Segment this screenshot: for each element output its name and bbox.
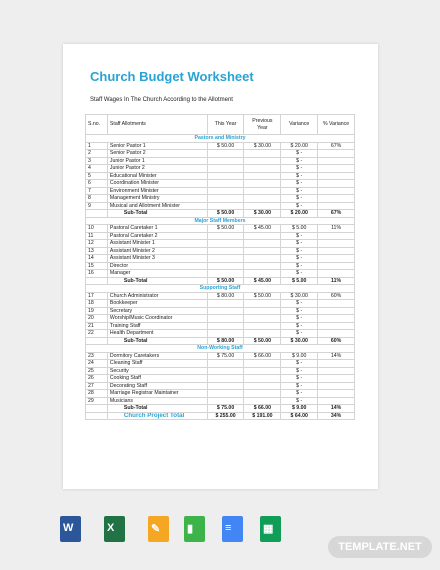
cell-previous-year bbox=[244, 150, 281, 158]
cell-pct-variance bbox=[318, 255, 355, 263]
cell-previous-year bbox=[244, 157, 281, 165]
budget-table bbox=[85, 114, 355, 420]
cell-allotment: Senior Pastor 1 bbox=[107, 142, 207, 150]
cell-this-year bbox=[207, 195, 244, 203]
cell-this-year: $ 50.00 bbox=[207, 142, 244, 150]
cell-pct-variance: 14% bbox=[318, 352, 355, 360]
cell-sno: 11 bbox=[86, 232, 108, 240]
cell-this-year bbox=[207, 187, 244, 195]
cell-variance: $ - bbox=[281, 172, 318, 180]
subtotal-row bbox=[86, 337, 355, 345]
cell-variance: $ - bbox=[281, 150, 318, 158]
cell-this-year bbox=[207, 300, 244, 308]
table-row bbox=[86, 172, 355, 180]
cell-pct-variance bbox=[318, 300, 355, 308]
cell-variance: $ - bbox=[281, 307, 318, 315]
cell-variance: $ - bbox=[281, 375, 318, 383]
cell-previous-year bbox=[244, 322, 281, 330]
cell-variance: $ - bbox=[281, 270, 318, 278]
cell-sno: 19 bbox=[86, 307, 108, 315]
table-row bbox=[86, 232, 355, 240]
cell-sno: 8 bbox=[86, 195, 108, 203]
cell-allotment: Secretary bbox=[107, 307, 207, 315]
cell-previous-year bbox=[244, 202, 281, 210]
cell-this-year: $ 75.00 bbox=[207, 405, 244, 413]
subtotal-row bbox=[86, 277, 355, 285]
cell-sno: 3 bbox=[86, 157, 108, 165]
google-docs-icon-glyph: ≡ bbox=[225, 522, 232, 534]
table-row bbox=[86, 195, 355, 203]
cell-previous-year: $ 191.00 bbox=[244, 412, 281, 420]
cell-this-year: $ 50.00 bbox=[207, 225, 244, 233]
cell-pct-variance bbox=[318, 195, 355, 203]
section-title: Supporting Staff bbox=[86, 285, 355, 293]
table-row bbox=[86, 330, 355, 338]
cell-pct-variance: 14% bbox=[318, 405, 355, 413]
section-header-row bbox=[86, 217, 355, 225]
cell-allotment: Coordination Minister bbox=[107, 180, 207, 188]
cell-sno: 6 bbox=[86, 180, 108, 188]
cell-sno bbox=[86, 210, 108, 218]
cell-allotment: Sub-Total bbox=[107, 405, 207, 413]
cell-variance: $ - bbox=[281, 300, 318, 308]
cell-this-year bbox=[207, 315, 244, 323]
table-row bbox=[86, 247, 355, 255]
cell-allotment: Environment Minister bbox=[107, 187, 207, 195]
cell-previous-year bbox=[244, 390, 281, 398]
cell-sno: 28 bbox=[86, 390, 108, 398]
cell-sno: 15 bbox=[86, 262, 108, 270]
cell-sno: 26 bbox=[86, 375, 108, 383]
table-row bbox=[86, 240, 355, 248]
section-title: Non-Working Staff bbox=[86, 345, 355, 353]
cell-this-year bbox=[207, 262, 244, 270]
table-row bbox=[86, 382, 355, 390]
cell-variance: $ - bbox=[281, 240, 318, 248]
cell-pct-variance bbox=[318, 307, 355, 315]
cell-variance: $ - bbox=[281, 315, 318, 323]
cell-allotment: Assistant Minister 3 bbox=[107, 255, 207, 263]
cell-this-year bbox=[207, 157, 244, 165]
cell-previous-year: $ 45.00 bbox=[244, 277, 281, 285]
cell-pct-variance: 34% bbox=[318, 412, 355, 420]
cell-sno: 5 bbox=[86, 172, 108, 180]
cell-sno: 24 bbox=[86, 360, 108, 368]
table-row bbox=[86, 322, 355, 330]
header-variance: Variance bbox=[281, 115, 318, 135]
section-header-row bbox=[86, 285, 355, 293]
cell-pct-variance bbox=[318, 240, 355, 248]
cell-previous-year bbox=[244, 330, 281, 338]
cell-variance: $ - bbox=[281, 180, 318, 188]
cell-this-year: $ 75.00 bbox=[207, 352, 244, 360]
cell-pct-variance bbox=[318, 187, 355, 195]
cell-pct-variance bbox=[318, 322, 355, 330]
cell-previous-year bbox=[244, 300, 281, 308]
cell-pct-variance bbox=[318, 150, 355, 158]
excel-icon[interactable] bbox=[104, 516, 125, 542]
cell-variance: $ 30.00 bbox=[281, 292, 318, 300]
table-row bbox=[86, 292, 355, 300]
cell-variance: $ 30.00 bbox=[281, 337, 318, 345]
numbers-icon-glyph: ▮ bbox=[187, 523, 194, 535]
header-allotments: Staff Allotments bbox=[107, 115, 207, 135]
cell-previous-year bbox=[244, 180, 281, 188]
pages-icon-glyph: ✎ bbox=[151, 523, 161, 535]
cell-previous-year bbox=[244, 397, 281, 405]
table-row bbox=[86, 202, 355, 210]
document-page bbox=[63, 44, 378, 489]
cell-allotment: Dormitory Caretakers bbox=[107, 352, 207, 360]
cell-allotment: Sub-Total bbox=[107, 337, 207, 345]
word-icon-glyph: W bbox=[63, 522, 74, 534]
table-row bbox=[86, 390, 355, 398]
table-row bbox=[86, 187, 355, 195]
cell-variance: $ - bbox=[281, 157, 318, 165]
cell-sno: 4 bbox=[86, 165, 108, 173]
cell-pct-variance: 67% bbox=[318, 210, 355, 218]
cell-variance: $ - bbox=[281, 255, 318, 263]
google-sheets-icon[interactable] bbox=[260, 516, 281, 542]
cell-sno: 21 bbox=[86, 322, 108, 330]
cell-this-year bbox=[207, 255, 244, 263]
cell-allotment: Church Project Total bbox=[107, 412, 207, 420]
cell-this-year bbox=[207, 382, 244, 390]
cell-this-year: $ 80.00 bbox=[207, 292, 244, 300]
cell-sno bbox=[86, 412, 108, 420]
cell-this-year bbox=[207, 330, 244, 338]
cell-allotment: Musical and Allotment Minister bbox=[107, 202, 207, 210]
cell-previous-year bbox=[244, 262, 281, 270]
cell-previous-year bbox=[244, 165, 281, 173]
cell-sno: 27 bbox=[86, 382, 108, 390]
cell-allotment: Cooking Staff bbox=[107, 375, 207, 383]
cell-previous-year bbox=[244, 187, 281, 195]
cell-previous-year bbox=[244, 172, 281, 180]
cell-variance: $ 64.00 bbox=[281, 412, 318, 420]
cell-this-year bbox=[207, 180, 244, 188]
cell-previous-year: $ 45.00 bbox=[244, 225, 281, 233]
cell-this-year bbox=[207, 375, 244, 383]
cell-this-year bbox=[207, 202, 244, 210]
cell-pct-variance: 11% bbox=[318, 277, 355, 285]
cell-this-year: $ 80.00 bbox=[207, 337, 244, 345]
cell-previous-year bbox=[244, 247, 281, 255]
table-row bbox=[86, 352, 355, 360]
cell-previous-year bbox=[244, 240, 281, 248]
word-icon[interactable] bbox=[60, 516, 81, 542]
cell-this-year bbox=[207, 165, 244, 173]
cell-pct-variance bbox=[318, 367, 355, 375]
table-row bbox=[86, 165, 355, 173]
cell-sno: 22 bbox=[86, 330, 108, 338]
cell-previous-year bbox=[244, 307, 281, 315]
cell-previous-year: $ 66.00 bbox=[244, 405, 281, 413]
cell-previous-year bbox=[244, 382, 281, 390]
table-row bbox=[86, 262, 355, 270]
cell-variance: $ - bbox=[281, 262, 318, 270]
table-row bbox=[86, 150, 355, 158]
cell-sno bbox=[86, 405, 108, 413]
cell-variance: $ 20.00 bbox=[281, 210, 318, 218]
header-pct-variance: % Variance bbox=[318, 115, 355, 135]
cell-variance: $ - bbox=[281, 165, 318, 173]
cell-variance: $ - bbox=[281, 322, 318, 330]
cell-sno: 25 bbox=[86, 367, 108, 375]
cell-pct-variance bbox=[318, 315, 355, 323]
cell-previous-year: $ 66.00 bbox=[244, 352, 281, 360]
cell-allotment: Security bbox=[107, 367, 207, 375]
cell-variance: $ - bbox=[281, 382, 318, 390]
cell-previous-year: $ 30.00 bbox=[244, 142, 281, 150]
cell-this-year: $ 50.00 bbox=[207, 210, 244, 218]
cell-pct-variance: 11% bbox=[318, 225, 355, 233]
cell-sno: 18 bbox=[86, 300, 108, 308]
cell-allotment: Management Ministry bbox=[107, 195, 207, 203]
cell-this-year bbox=[207, 240, 244, 248]
cell-sno: 9 bbox=[86, 202, 108, 210]
table-row bbox=[86, 307, 355, 315]
cell-previous-year: $ 50.00 bbox=[244, 292, 281, 300]
section-header-row bbox=[86, 135, 355, 143]
cell-pct-variance bbox=[318, 375, 355, 383]
cell-allotment: Health Department bbox=[107, 330, 207, 338]
cell-variance: $ 5.00 bbox=[281, 225, 318, 233]
cell-variance: $ 9.00 bbox=[281, 352, 318, 360]
cell-pct-variance bbox=[318, 270, 355, 278]
cell-previous-year bbox=[244, 367, 281, 375]
table-row bbox=[86, 397, 355, 405]
cell-allotment: Director bbox=[107, 262, 207, 270]
cell-this-year bbox=[207, 172, 244, 180]
table-row bbox=[86, 142, 355, 150]
cell-sno: 17 bbox=[86, 292, 108, 300]
cell-pct-variance bbox=[318, 382, 355, 390]
numbers-icon[interactable] bbox=[184, 516, 205, 542]
cell-variance: $ - bbox=[281, 367, 318, 375]
cell-pct-variance bbox=[318, 232, 355, 240]
cell-previous-year bbox=[244, 232, 281, 240]
table-row bbox=[86, 157, 355, 165]
cell-allotment: Assistant Minister 1 bbox=[107, 240, 207, 248]
section-title: Major Staff Members bbox=[86, 217, 355, 225]
cell-sno: 12 bbox=[86, 240, 108, 248]
table-row bbox=[86, 225, 355, 233]
cell-pct-variance bbox=[318, 180, 355, 188]
cell-allotment: Junior Pastor 1 bbox=[107, 157, 207, 165]
cell-variance: $ 5.00 bbox=[281, 277, 318, 285]
document-title: Church Budget Worksheet bbox=[90, 69, 254, 84]
cell-variance: $ - bbox=[281, 390, 318, 398]
cell-sno bbox=[86, 277, 108, 285]
cell-previous-year bbox=[244, 375, 281, 383]
excel-icon-glyph: X bbox=[107, 522, 115, 534]
cell-allotment: Pastoral Caretaker 1 bbox=[107, 225, 207, 233]
cell-pct-variance: 60% bbox=[318, 337, 355, 345]
google-docs-icon[interactable] bbox=[222, 516, 243, 542]
table-header-row bbox=[86, 115, 355, 135]
cell-previous-year: $ 50.00 bbox=[244, 337, 281, 345]
table-row bbox=[86, 375, 355, 383]
cell-variance: $ - bbox=[281, 232, 318, 240]
cell-variance: $ - bbox=[281, 247, 318, 255]
section-header-row bbox=[86, 345, 355, 353]
cell-variance: $ - bbox=[281, 195, 318, 203]
cell-this-year bbox=[207, 322, 244, 330]
brand-badge: TEMPLATE.NET bbox=[328, 536, 432, 558]
google-sheets-icon-glyph: ▦ bbox=[263, 523, 274, 535]
cell-allotment: Marriage Registrar Maintainer bbox=[107, 390, 207, 398]
cell-sno: 14 bbox=[86, 255, 108, 263]
table-row bbox=[86, 255, 355, 263]
cell-sno: 20 bbox=[86, 315, 108, 323]
cell-pct-variance bbox=[318, 262, 355, 270]
pages-icon[interactable] bbox=[148, 516, 169, 542]
cell-variance: $ 20.00 bbox=[281, 142, 318, 150]
cell-previous-year: $ 30.00 bbox=[244, 210, 281, 218]
cell-allotment: Junior Pastor 2 bbox=[107, 165, 207, 173]
cell-pct-variance bbox=[318, 172, 355, 180]
cell-pct-variance bbox=[318, 397, 355, 405]
header-previous-year: Previous Year bbox=[244, 115, 281, 135]
table-row bbox=[86, 270, 355, 278]
cell-variance: $ - bbox=[281, 202, 318, 210]
cell-pct-variance bbox=[318, 157, 355, 165]
cell-variance: $ - bbox=[281, 330, 318, 338]
cell-this-year bbox=[207, 367, 244, 375]
table-row bbox=[86, 180, 355, 188]
table-row bbox=[86, 300, 355, 308]
cell-pct-variance bbox=[318, 360, 355, 368]
cell-previous-year bbox=[244, 270, 281, 278]
cell-sno: 2 bbox=[86, 150, 108, 158]
cell-pct-variance bbox=[318, 247, 355, 255]
table-row bbox=[86, 315, 355, 323]
cell-allotment: Decorating Staff bbox=[107, 382, 207, 390]
table-row bbox=[86, 367, 355, 375]
cell-previous-year bbox=[244, 195, 281, 203]
cell-sno: 1 bbox=[86, 142, 108, 150]
cell-this-year bbox=[207, 232, 244, 240]
cell-pct-variance bbox=[318, 390, 355, 398]
subtotal-row bbox=[86, 405, 355, 413]
cell-sno: 10 bbox=[86, 225, 108, 233]
cell-this-year bbox=[207, 307, 244, 315]
section-title: Pastors and Ministry bbox=[86, 135, 355, 143]
cell-allotment: Educational Minister bbox=[107, 172, 207, 180]
cell-allotment: Worship/Music Coordinator bbox=[107, 315, 207, 323]
table-row bbox=[86, 360, 355, 368]
cell-previous-year bbox=[244, 255, 281, 263]
cell-this-year bbox=[207, 360, 244, 368]
cell-this-year bbox=[207, 247, 244, 255]
cell-sno: 13 bbox=[86, 247, 108, 255]
cell-variance: $ - bbox=[281, 360, 318, 368]
cell-this-year bbox=[207, 150, 244, 158]
cell-sno: 16 bbox=[86, 270, 108, 278]
header-sno: S.no. bbox=[86, 115, 108, 135]
cell-sno: 29 bbox=[86, 397, 108, 405]
cell-pct-variance: 60% bbox=[318, 292, 355, 300]
cell-previous-year bbox=[244, 360, 281, 368]
table-body bbox=[86, 135, 355, 420]
cell-previous-year bbox=[244, 315, 281, 323]
cell-variance: $ - bbox=[281, 187, 318, 195]
cell-allotment: Manager bbox=[107, 270, 207, 278]
grand-total-row bbox=[86, 412, 355, 420]
cell-pct-variance: 67% bbox=[318, 142, 355, 150]
cell-sno: 23 bbox=[86, 352, 108, 360]
cell-sno: 7 bbox=[86, 187, 108, 195]
cell-pct-variance bbox=[318, 202, 355, 210]
header-this-year: This Year bbox=[207, 115, 244, 135]
cell-allotment: Senior Pastor 2 bbox=[107, 150, 207, 158]
cell-pct-variance bbox=[318, 330, 355, 338]
cell-allotment: Sub-Total bbox=[107, 277, 207, 285]
cell-variance: $ - bbox=[281, 397, 318, 405]
cell-allotment: Sub-Total bbox=[107, 210, 207, 218]
cell-pct-variance bbox=[318, 165, 355, 173]
cell-allotment: Assistant Minister 2 bbox=[107, 247, 207, 255]
cell-allotment: Musicians bbox=[107, 397, 207, 405]
subtotal-row bbox=[86, 210, 355, 218]
cell-allotment: Cleaning Staff bbox=[107, 360, 207, 368]
cell-allotment: Training Staff bbox=[107, 322, 207, 330]
cell-this-year: $ 255.00 bbox=[207, 412, 244, 420]
cell-this-year: $ 50.00 bbox=[207, 277, 244, 285]
cell-allotment: Church Administrator bbox=[107, 292, 207, 300]
cell-this-year bbox=[207, 397, 244, 405]
cell-variance: $ 9.00 bbox=[281, 405, 318, 413]
cell-this-year bbox=[207, 390, 244, 398]
document-subtitle: Staff Wages In The Church According to the Allotment bbox=[90, 97, 233, 103]
cell-this-year bbox=[207, 270, 244, 278]
cell-sno bbox=[86, 337, 108, 345]
cell-allotment: Bookkeeper bbox=[107, 300, 207, 308]
cell-allotment: Pastoral Caretaker 2 bbox=[107, 232, 207, 240]
